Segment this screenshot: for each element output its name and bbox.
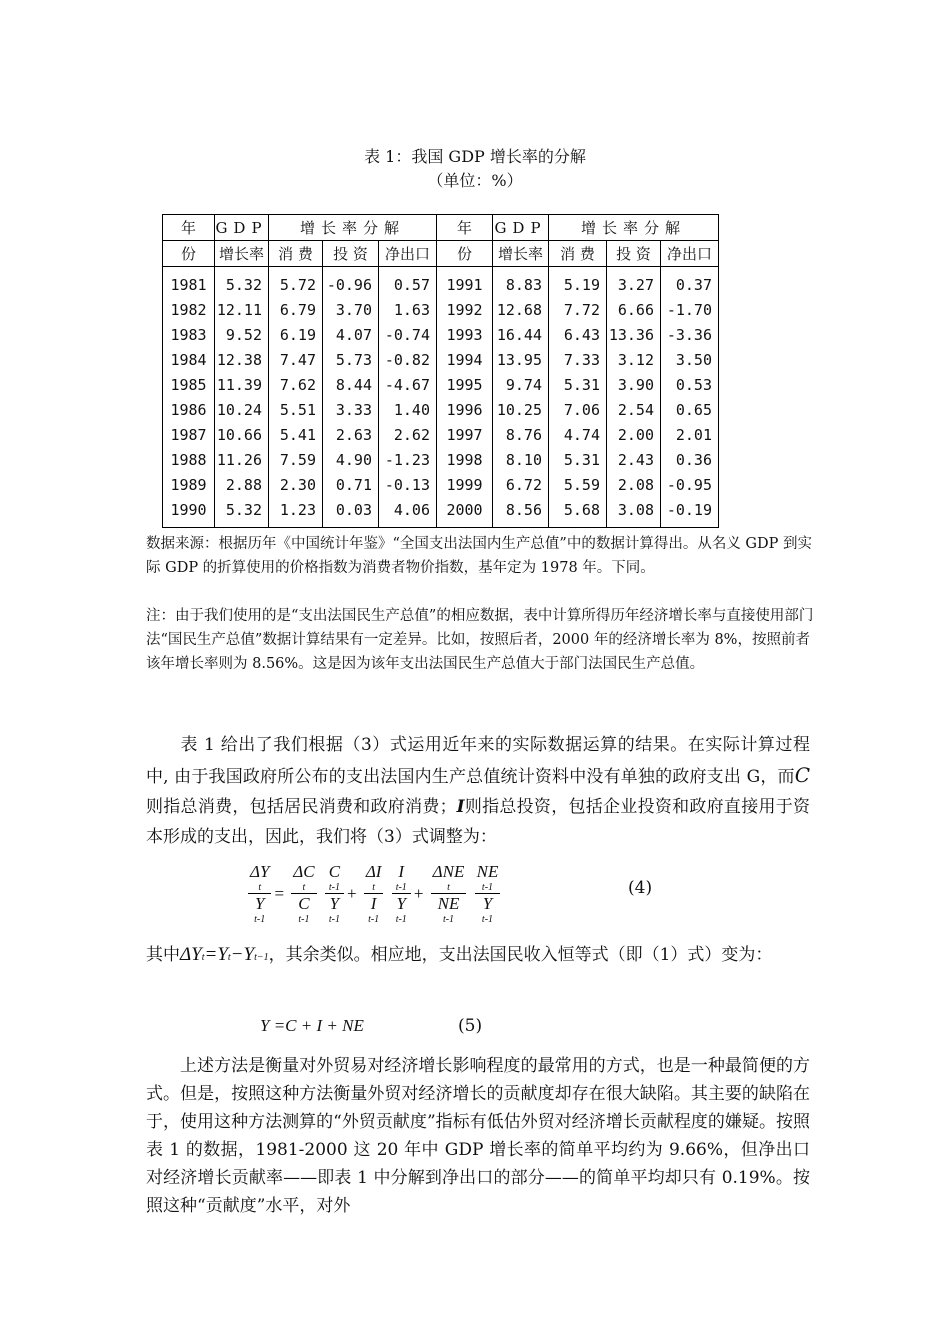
- table-cell: 1999: [446, 476, 483, 494]
- table-caption-title: 表 1：我国 GDP 增长率的分解: [364, 147, 586, 166]
- table-cell: 4.06: [393, 501, 430, 519]
- paragraph-1-part2: 则指总消费，包括居民消费和政府消费；: [146, 797, 457, 817]
- table-cell: 1998: [446, 451, 483, 469]
- symbol-c: C: [794, 763, 810, 787]
- table-cell: -1.23: [384, 451, 430, 469]
- table-cell: 2.30: [279, 476, 316, 494]
- table-cell: 1997: [446, 426, 483, 444]
- table-cell: -0.13: [384, 476, 430, 494]
- table-cell: 12.38: [216, 351, 262, 369]
- delta-y-definition: ΔYt=Yt−Yt−1: [180, 944, 269, 965]
- table-cell: 7.47: [279, 351, 316, 369]
- table-cell: 1989: [170, 476, 207, 494]
- table-cell: 5.59: [563, 476, 600, 494]
- table-cell: 1994: [446, 351, 483, 369]
- table-cell: 12.68: [496, 301, 542, 319]
- paragraph-2-suffix: ，其余类似。相应地，支出法国民收入恒等式（即（1）式）变为：: [268, 945, 773, 965]
- table-cell: 0.53: [675, 376, 712, 394]
- table-cell: 4.74: [563, 426, 600, 444]
- col-net-export-left: [379, 267, 437, 528]
- table-cell: 0.36: [675, 451, 712, 469]
- table-cell: 1.40: [393, 401, 430, 419]
- table-cell: 9.52: [225, 326, 262, 344]
- table-cell: 4.90: [335, 451, 372, 469]
- col-gdp-left: [215, 267, 269, 528]
- symbol-i: I: [456, 797, 465, 817]
- paragraph-2: [146, 938, 810, 975]
- table-cell: -1.70: [666, 301, 712, 319]
- header-decomposition-right: 增长率分解: [549, 215, 719, 241]
- formula-4: ΔY t Y t-1 = ΔC t C t-1 C t-1 Y t-1 + ΔI t I t-1 I t-1 Y t-1 + ΔNE t NE t-1 NE t-1 Y t-1: [250, 862, 499, 925]
- header-gdp-bottom-right: 增长率: [493, 241, 549, 267]
- table-cell: 3.90: [617, 376, 654, 394]
- table-cell: -4.67: [384, 376, 430, 394]
- table-cell: 6.79: [279, 301, 316, 319]
- formula-5: Y =C + I + NE: [260, 1016, 364, 1035]
- table-cell: 0.71: [335, 476, 372, 494]
- col-investment-right: [607, 267, 661, 528]
- paragraph-1-part1: 表 1 给出了我们根据（3）式运用近年来的实际数据运算的结果。在实际计算过程中, 由于我国政府所公布的支出法国内生产总值统计资料中没有单独的政府支出 G，而: [146, 735, 810, 787]
- table-cell: 6.43: [563, 326, 600, 344]
- paragraph-3: [146, 1052, 810, 1220]
- header-year-top: 年: [163, 215, 215, 241]
- table-cell: 8.83: [505, 276, 542, 294]
- table-cell: 5.19: [563, 276, 600, 294]
- table-cell: 1.63: [393, 301, 430, 319]
- table-cell: 0.03: [335, 501, 372, 519]
- table-cell: 2.63: [335, 426, 372, 444]
- table-cell: 11.39: [216, 376, 262, 394]
- table-cell: -0.19: [666, 501, 712, 519]
- paragraph-1: [146, 730, 810, 852]
- table-cell: 2.01: [675, 426, 712, 444]
- table-cell: 12.11: [216, 301, 262, 319]
- table-cell: 1985: [170, 376, 207, 394]
- table-cell: 1990: [170, 501, 207, 519]
- table-cell: 3.70: [335, 301, 372, 319]
- table-caption-unit: （单位：%）: [427, 171, 523, 190]
- table-cell: 3.08: [617, 501, 654, 519]
- header-investment-right: 投 资: [607, 241, 661, 267]
- table-cell: 2.08: [617, 476, 654, 494]
- col-consumption-right: [549, 267, 607, 528]
- header-investment: 投 资: [323, 241, 379, 267]
- header-net-export-right: 净出口: [661, 241, 719, 267]
- table-cell: 10.66: [216, 426, 262, 444]
- data-source-note: 数据来源：根据历年《中国统计年鉴》“全国支出法国内生产总值”中的数据计算得出。从名义 GDP 到实际 GDP 的折算使用的价格指数为消费者物价指数，基年定为 1978 年。下同。: [146, 536, 813, 576]
- header-year-top-right: 年: [437, 215, 493, 241]
- table-cell: 7.59: [279, 451, 316, 469]
- table-cell: 11.26: [216, 451, 262, 469]
- table-cell: 1991: [446, 276, 483, 294]
- gdp-growth-table: [162, 214, 719, 528]
- col-gdp-right: [493, 267, 549, 528]
- table-cell: 10.24: [216, 401, 262, 419]
- table-cell: 7.72: [563, 301, 600, 319]
- table-cell: 1995: [446, 376, 483, 394]
- table-cell: 13.95: [496, 351, 542, 369]
- footnote: 注：由于我们使用的是“支出法国民生产总值”的相应数据，表中计算所得历年经济增长率与直接使用部门法“国民生产总值”数据计算结果有一定差异。比如，按照后者，2000 年的经济增长率为 8%，按照前者该年增长率则为 8.56%。这是因为该年支出法国民生产总值大于部门法国民生产总值。: [146, 608, 814, 672]
- table-cell: 2.43: [617, 451, 654, 469]
- table-cell: 2.62: [393, 426, 430, 444]
- table-cell: 3.33: [335, 401, 372, 419]
- table-cell: 10.25: [496, 401, 542, 419]
- table-cell: -0.74: [384, 326, 430, 344]
- table-cell: 16.44: [496, 326, 542, 344]
- table-cell: 7.62: [279, 376, 316, 394]
- col-years-right: [437, 267, 493, 528]
- table-cell: 2000: [446, 501, 483, 519]
- table-cell: 8.10: [505, 451, 542, 469]
- table-cell: 0.57: [393, 276, 430, 294]
- table-cell: 1987: [170, 426, 207, 444]
- table-cell: 5.68: [563, 501, 600, 519]
- header-year-bottom-right: 份: [437, 241, 493, 267]
- header-gdp-bottom: 增长率: [215, 241, 269, 267]
- header-consumption-right: 消 费: [549, 241, 607, 267]
- table-cell: 5.32: [225, 276, 262, 294]
- table-cell: 1996: [446, 401, 483, 419]
- table-cell: 9.74: [505, 376, 542, 394]
- table-cell: 1982: [170, 301, 207, 319]
- table-cell: 5.41: [279, 426, 316, 444]
- table-cell: 6.66: [617, 301, 654, 319]
- col-years-left: [163, 267, 215, 528]
- table-cell: 1986: [170, 401, 207, 419]
- table-cell: 1992: [446, 301, 483, 319]
- table-cell: 5.51: [279, 401, 316, 419]
- table-cell: 7.33: [563, 351, 600, 369]
- header-gdp-top-right: GDP: [493, 215, 549, 241]
- table-cell: 7.06: [563, 401, 600, 419]
- table-cell: 3.12: [617, 351, 654, 369]
- paragraph-2-prefix: 其中: [146, 945, 180, 965]
- table-cell: 1.23: [279, 501, 316, 519]
- table-cell: -3.36: [666, 326, 712, 344]
- header-decomposition: 增长率分解: [269, 215, 437, 241]
- paragraph-1-part3: 则指总投资，包括企业投资和政府直接用于资本形成的支出，因此，我们将（3）式调整为：: [146, 797, 811, 847]
- header-net-export: 净出口: [379, 241, 437, 267]
- header-consumption: 消 费: [269, 241, 323, 267]
- table-cell: 1983: [170, 326, 207, 344]
- table-cell: 1988: [170, 451, 207, 469]
- paragraph-3-text: 上述方法是衡量对外贸易对经济增长影响程度的最常用的方式，也是一种最简便的方式。但是，按照这种方法衡量外贸对经济增长的贡献度却存在很大缺陷。其主要的缺陷在于，使用这种方法测算的“外贸贡献度”指标有低估外贸对经济增长贡献程度的嫌疑。按照表 1 的数据，1981-2000 这 20 年中 GDP 增长率的简单平均约为 9.66%，但净出口对经济增长贡献率——即表 1 中分解到净出口的部分——的简单平均却只有 0.19%。按照这种“贡献度”水平，对外: [146, 1056, 810, 1216]
- formula-4-label: (4): [628, 878, 653, 898]
- col-investment-left: [323, 267, 379, 528]
- table-cell: 5.32: [225, 501, 262, 519]
- table-cell: 6.72: [505, 476, 542, 494]
- formula-5-label: (5): [458, 1016, 483, 1036]
- table-cell: 6.19: [279, 326, 316, 344]
- table-cell: -0.96: [326, 276, 372, 294]
- col-net-export-right: [661, 267, 719, 528]
- table-cell: 2.54: [617, 401, 654, 419]
- col-consumption-left: [269, 267, 323, 528]
- table-cell: 1993: [446, 326, 483, 344]
- table-cell: 0.65: [675, 401, 712, 419]
- table-cell: 8.56: [505, 501, 542, 519]
- table-cell: 1984: [170, 351, 207, 369]
- header-gdp-top: GDP: [215, 215, 269, 241]
- table-cell: 8.44: [335, 376, 372, 394]
- table-cell: 3.50: [675, 351, 712, 369]
- table-cell: 5.31: [563, 451, 600, 469]
- table-cell: -0.95: [666, 476, 712, 494]
- table-cell: 0.37: [675, 276, 712, 294]
- table-cell: 2.88: [225, 476, 262, 494]
- table-cell: 5.72: [279, 276, 316, 294]
- table-cell: 5.31: [563, 376, 600, 394]
- table-cell: 4.07: [335, 326, 372, 344]
- table-cell: 8.76: [505, 426, 542, 444]
- table-cell: 3.27: [617, 276, 654, 294]
- header-year-bottom: 份: [163, 241, 215, 267]
- table-cell: -0.82: [384, 351, 430, 369]
- table-cell: 13.36: [608, 326, 654, 344]
- table-cell: 1981: [170, 276, 207, 294]
- table-cell: 2.00: [617, 426, 654, 444]
- table-cell: 5.73: [335, 351, 372, 369]
